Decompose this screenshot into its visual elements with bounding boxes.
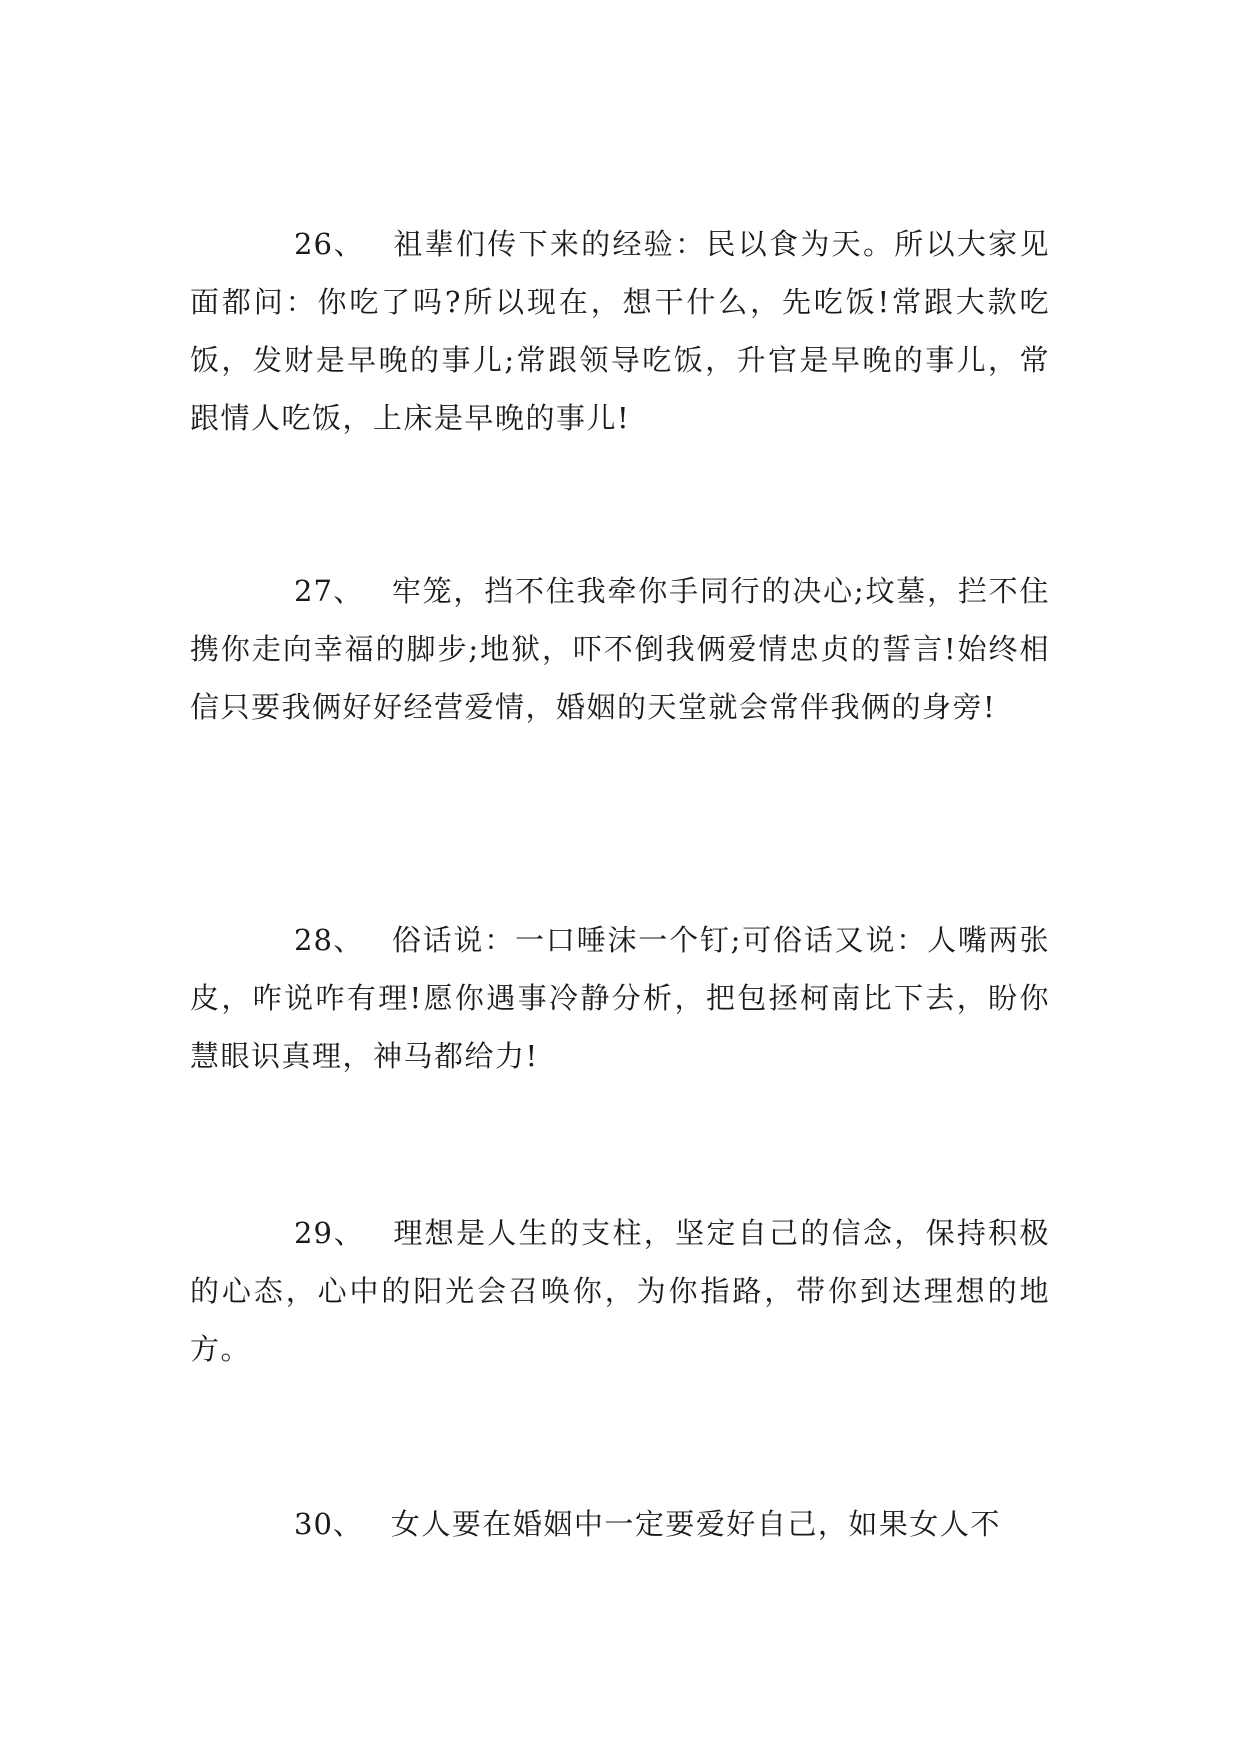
paragraph-text: 俗话说：一口唾沫一个钉;可俗话又说：人嘴两张皮，咋说咋有理!愿你遇事冷静分析，把包拯柯南比下去，盼你慧眼识真理，神马都给力! bbox=[190, 923, 1050, 1073]
paragraph-30 bbox=[190, 1495, 1050, 1553]
paragraph-number: 27、 bbox=[294, 574, 364, 608]
paragraph-number: 30、 bbox=[294, 1507, 363, 1541]
paragraph-27 bbox=[190, 562, 1050, 736]
paragraph-text: 女人要在婚姻中一定要爱好自己，如果女人不 bbox=[390, 1507, 1001, 1541]
paragraph-text: 理想是人生的支柱，坚定自己的信念，保持积极的心态，心中的阳光会召唤你，为你指路，带你到达理想的地方。 bbox=[190, 1216, 1050, 1366]
paragraph-28 bbox=[190, 911, 1050, 1085]
paragraph-number: 26、 bbox=[294, 227, 365, 261]
paragraph-text: 牢笼，挡不住我牵你手同行的决心;坟墓，拦不住携你走向幸福的脚步;地狱，吓不倒我俩爱情忠贞的誓言!始终相信只要我俩好好经营爱情，婚姻的天堂就会常伴我俩的身旁! bbox=[190, 574, 1050, 724]
paragraph-number: 28、 bbox=[294, 923, 364, 957]
paragraph-text: 祖辈们传下来的经验：民以食为天。所以大家见面都问：你吃了吗?所以现在，想干什么，先吃饭!常跟大款吃饭，发财是早晚的事儿;常跟领导吃饭，升官是早晚的事儿，常跟情人吃饭，上床是早晚的事儿! bbox=[190, 227, 1050, 435]
paragraph-number: 29、 bbox=[294, 1216, 365, 1250]
paragraph-26 bbox=[190, 215, 1050, 447]
paragraph-29 bbox=[190, 1204, 1050, 1378]
